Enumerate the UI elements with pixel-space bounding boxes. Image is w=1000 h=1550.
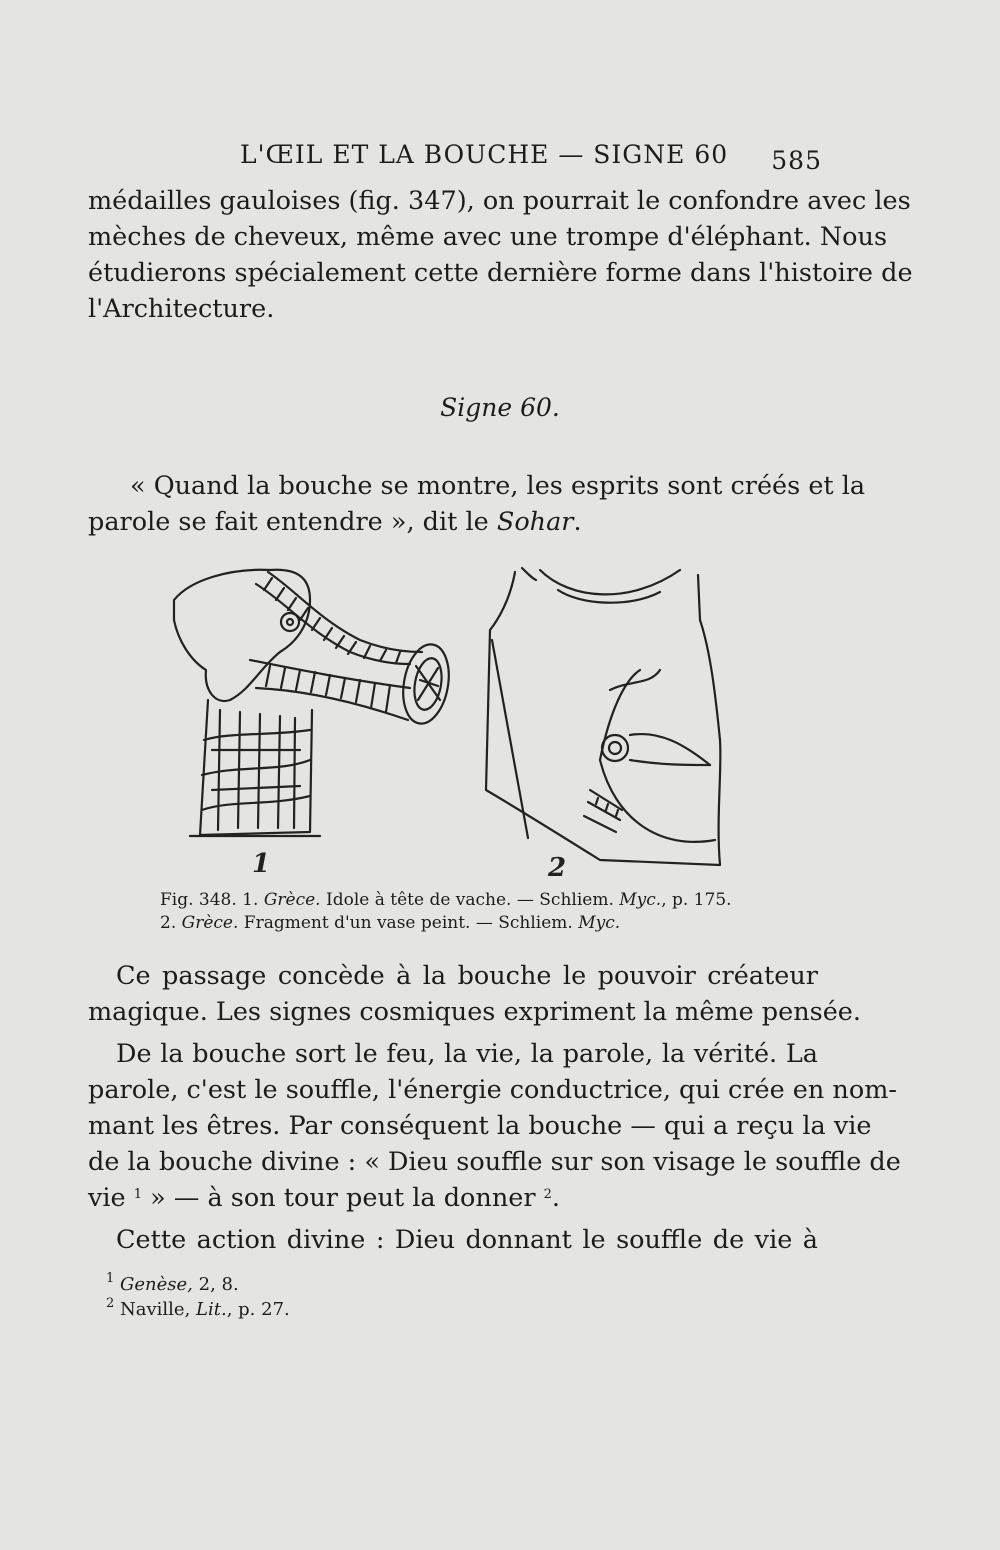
text-span: Myc.	[619, 890, 662, 910]
text-span: » — à son tour peut la donner	[142, 1183, 544, 1213]
text-line	[88, 504, 818, 540]
paragraph-passage	[88, 958, 861, 1030]
text-span: vie	[88, 1183, 134, 1213]
figure-348-illustration	[160, 560, 760, 890]
paragraph-bouche	[88, 1036, 901, 1216]
footnote-1	[106, 1272, 290, 1297]
text-line	[88, 1180, 818, 1216]
caption-line	[160, 912, 780, 935]
paragraph-action	[88, 1222, 818, 1258]
text-span: Fig. 348. 1.	[160, 890, 264, 910]
text-line: « Quand la bouche se montre, les esprits sont créés et la	[130, 471, 866, 501]
text-line: mèches de cheveux, même avec une trompe d'éléphant. Nous	[88, 222, 888, 252]
text-span: Idole à tête de vache. — Schliem.	[320, 890, 620, 910]
page-number: 585	[771, 146, 822, 175]
text-line: l'Architecture.	[88, 294, 275, 324]
figure-label-1: 1	[252, 849, 271, 879]
text-line: De la bouche sort le feu, la vie, la parole, la vérité. La	[116, 1039, 818, 1069]
vase-fragment-drawing	[486, 568, 720, 865]
text-span: Fragment d'un vase peint. — Schliem.	[238, 913, 579, 933]
text-line: Ce passage concède à la bouche le pouvoir créateur	[116, 961, 818, 991]
text-span: Grèce.	[181, 913, 239, 933]
text-line: Cette action divine : Dieu donnant le souffle de vie à	[116, 1225, 818, 1255]
text-span: Genèse,	[120, 1274, 193, 1295]
text-line: magique. Les signes cosmiques expriment la même pensée.	[88, 997, 861, 1027]
text-span: Lit.	[196, 1299, 227, 1320]
text-span: Grèce.	[263, 890, 321, 910]
text-span: 2.	[160, 913, 182, 933]
text-line: mant les êtres. Par conséquent la bouche — qui a reçu la vie	[88, 1111, 872, 1141]
cow-head-idol-drawing	[174, 570, 455, 836]
section-heading: Signe 60.	[440, 393, 560, 422]
text-line: parole, c'est le souffle, l'énergie conductrice, qui crée en nom-	[88, 1075, 897, 1105]
text-span: , p. 175.	[661, 890, 732, 910]
footnote-mark: 1	[106, 1271, 115, 1286]
text-span: parole se fait entendre », dit le	[88, 507, 497, 537]
text-span: Myc.	[578, 913, 621, 933]
paragraph-quote	[88, 468, 866, 540]
paragraph-intro	[88, 183, 913, 327]
footnote-mark: 2	[106, 1296, 115, 1311]
sohar-title: Sohar	[496, 507, 574, 537]
running-title: L'ŒIL ET LA BOUCHE — SIGNE 60	[240, 140, 729, 169]
text-line: de la bouche divine : « Dieu souffle sur son visage le souffle de	[88, 1147, 901, 1177]
footnote-ref-1[interactable]: 1	[133, 1187, 143, 1202]
figure-caption	[160, 889, 780, 935]
figure-label-2: 2	[548, 853, 567, 883]
footnotes	[106, 1272, 290, 1322]
text-span: , p. 27.	[226, 1299, 290, 1320]
footnote-2	[106, 1297, 290, 1322]
text-span: .	[573, 507, 582, 537]
text-line: médailles gauloises (fig. 347), on pourrait le confondre avec les	[88, 186, 911, 216]
text-span: Naville,	[120, 1299, 197, 1320]
text-span: .	[551, 1183, 561, 1213]
caption-line	[160, 889, 780, 912]
text-line: étudierons spécialement cette dernière forme dans l'histoire de	[88, 258, 913, 288]
footnote-ref-2[interactable]: 2	[543, 1187, 552, 1202]
text-span: 2, 8.	[192, 1274, 239, 1295]
